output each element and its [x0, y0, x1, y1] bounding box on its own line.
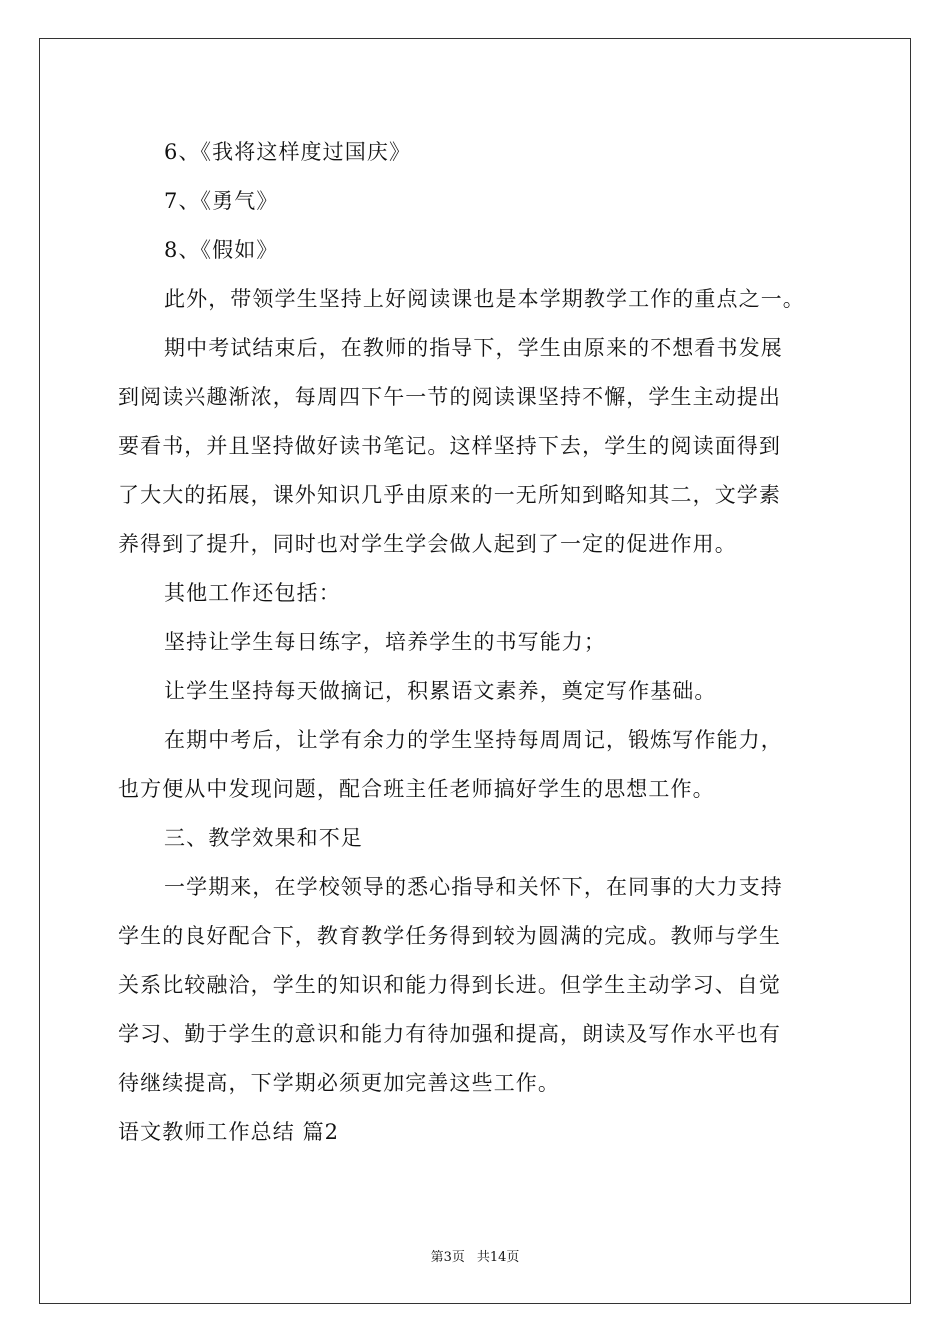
paragraph-line: 学习、勤于学生的意识和能力有待加强和提高，朗读及写作水平也有	[118, 1022, 781, 1046]
section-heading: 三、教学效果和不足	[164, 826, 363, 850]
paragraph-line: 此外，带领学生坚持上好阅读课也是本学期教学工作的重点之一。	[164, 287, 805, 311]
paragraph-line: 也方便从中发现问题，配合班主任老师搞好学生的思想工作。	[118, 777, 715, 801]
paragraph-line: 坚持让学生每日练字，培养学生的书写能力；	[164, 630, 606, 654]
paragraph-line: 其他工作还包括：	[164, 581, 341, 605]
page-number: 第3页	[430, 1250, 465, 1265]
paragraph-line: 一学期来，在学校领导的悉心指导和关怀下，在同事的大力支持	[164, 875, 783, 899]
list-item-7: 7、《勇气》	[164, 189, 279, 213]
page-total: 共14页	[476, 1250, 520, 1265]
document-body	[118, 128, 838, 1157]
paragraph-line: 关系比较融洽，学生的知识和能力得到长进。但学生主动学习、自觉	[118, 973, 781, 997]
paragraph-line: 要看书，并且坚持做好读书笔记。这样坚持下去，学生的阅读面得到	[118, 434, 781, 458]
paragraph-line: 期中考试结束后，在教师的指导下，学生由原来的不想看书发展	[164, 336, 783, 360]
paragraph-line: 到阅读兴趣渐浓，每周四下午一节的阅读课坚持不懈，学生主动提出	[118, 385, 781, 409]
paragraph-line: 学生的良好配合下，教育教学任务得到较为圆满的完成。教师与学生	[118, 924, 781, 948]
paragraph-line: 让学生坚持每天做摘记，积累语文素养，奠定写作基础。	[164, 679, 717, 703]
paragraph-line: 养得到了提升，同时也对学生学会做人起到了一定的促进作用。	[118, 532, 737, 556]
paragraph-line: 了大大的拓展，课外知识几乎由原来的一无所知到略知其二，文学素	[118, 483, 781, 507]
paragraph-line: 待继续提高，下学期必须更加完善这些工作。	[118, 1071, 560, 1095]
article-title: 语文教师工作总结 篇2	[118, 1120, 340, 1144]
list-item-6: 6、《我将这样度过国庆》	[164, 140, 412, 164]
list-item-8: 8、《假如》	[164, 238, 279, 262]
paragraph-line: 在期中考后，让学有余力的学生坚持每周周记，锻炼写作能力，	[164, 728, 783, 752]
page-footer	[0, 1246, 950, 1265]
